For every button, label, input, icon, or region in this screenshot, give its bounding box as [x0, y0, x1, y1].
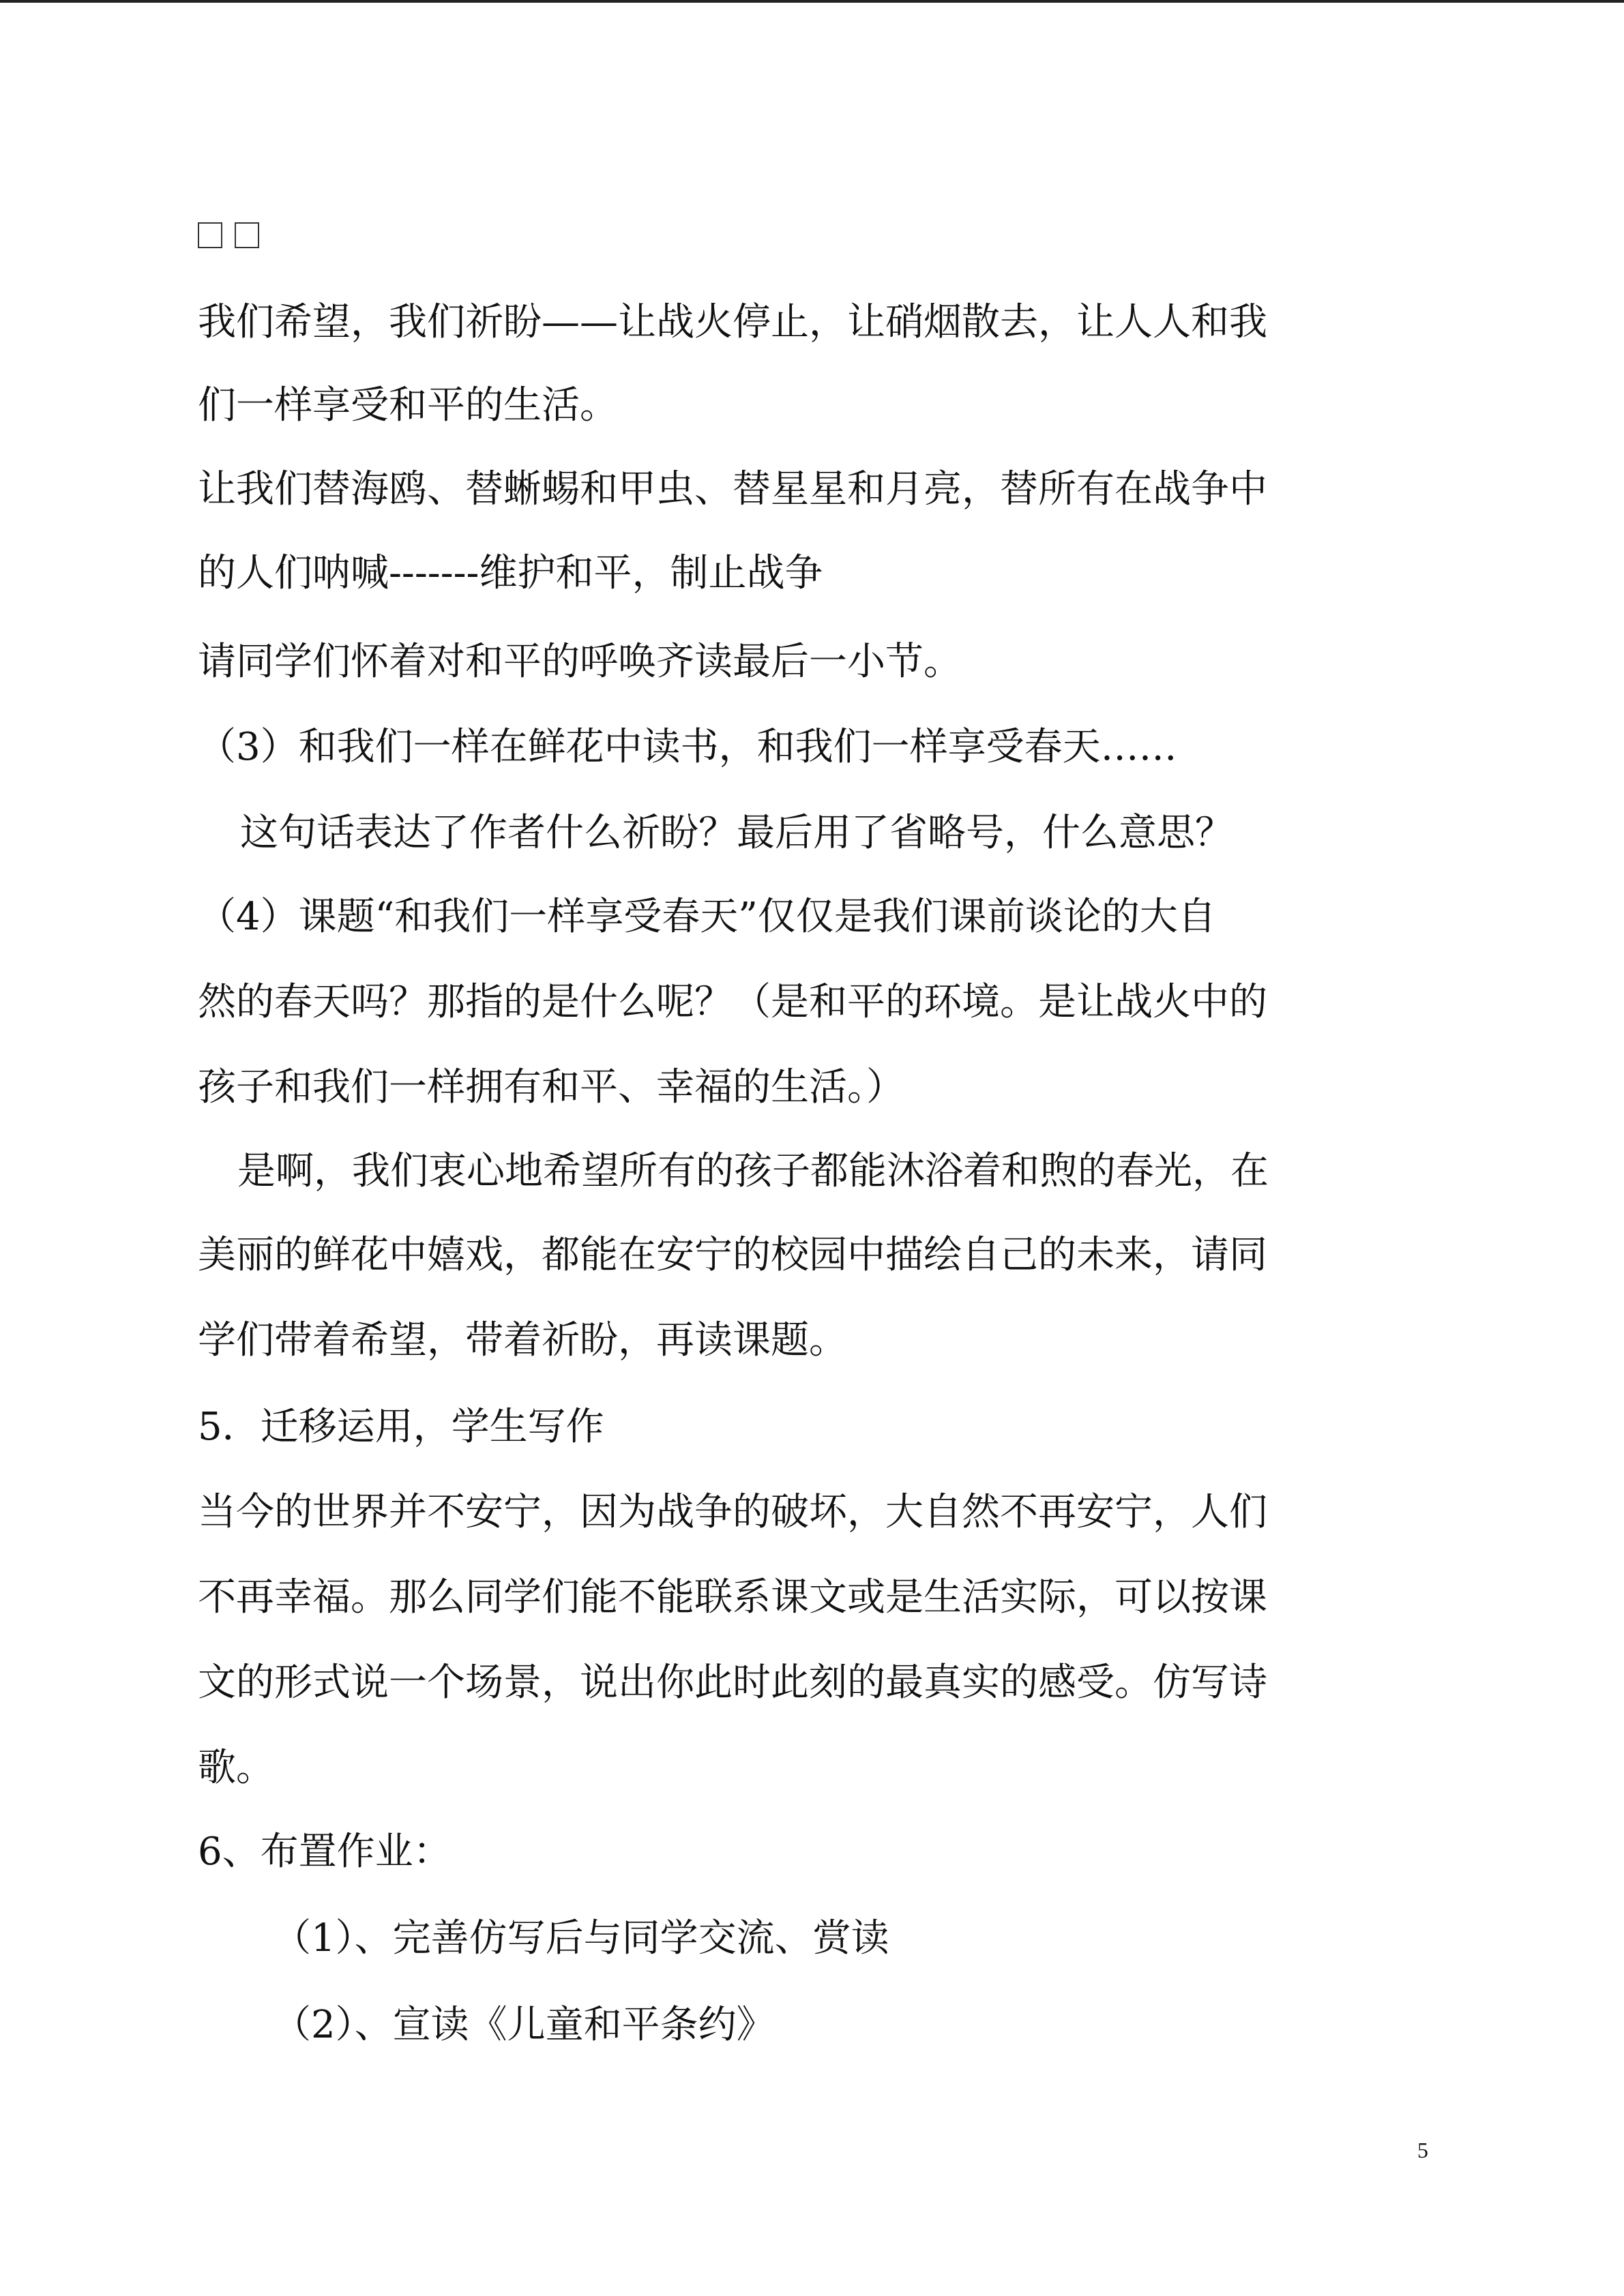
text-line: 让我们替海鸥、替蜥蜴和甲虫、替星星和月亮，替所有在战争中 — [198, 467, 1267, 511]
text-line: 5．迁移运用，学生写作 — [198, 1405, 604, 1449]
text-line: 我们希望，我们祈盼——让战火停止，让硝烟散去，让人人和我 — [198, 300, 1267, 344]
text-line: 孩子和我们一样拥有和平、幸福的生活。） — [198, 1065, 904, 1109]
text-line: 6、布置作业： — [198, 1830, 452, 1874]
text-line: 是啊，我们衷心地希望所有的孩子都能沐浴着和煦的春光，在 — [237, 1149, 1269, 1193]
text-line: （4）课题“和我们一样享受春天”仅仅是我们课前谈论的大自 — [198, 895, 1216, 939]
text-line: 然的春天吗？那指的是什么呢？（是和平的环境。是让战火中的 — [198, 980, 1267, 1024]
text-line: 不再幸福。那么同学们能不能联系课文或是生活实际，可以按课 — [198, 1575, 1267, 1620]
text-line: 的人们呐喊-------维护和平，制止战争 — [198, 551, 823, 595]
placeholder-boxes — [198, 222, 259, 252]
text-line: 当今的世界并不安宁，因为战争的破坏，大自然不再安宁，人们 — [198, 1490, 1267, 1534]
text-line: 们一样享受和平的生活。 — [198, 383, 618, 428]
top-border-line — [0, 0, 1624, 3]
text-line: 这句话表达了作者什么祈盼？最后用了省略号，什么意思？ — [240, 811, 1233, 855]
empty-box-icon — [198, 222, 222, 248]
text-line: 文的形式说一个场景，说出你此时此刻的最真实的感受。仿写诗 — [198, 1660, 1267, 1705]
empty-box-icon — [235, 222, 259, 248]
text-line: 学们带着希望，带着祈盼，再读课题。 — [198, 1318, 847, 1362]
text-line: 歌。 — [198, 1746, 274, 1790]
text-line: 请同学们怀着对和平的呼唤齐读最后一小节。 — [198, 640, 962, 684]
text-line: （1）、完善仿写后与同学交流、赏读 — [273, 1916, 889, 1960]
text-line: 美丽的鲜花中嬉戏，都能在安宁的校园中描绘自己的未来，请同 — [198, 1233, 1267, 1277]
text-line: （3）和我们一样在鲜花中读书，和我们一样享受春天…… — [198, 725, 1177, 769]
page-number: 5 — [1417, 2138, 1428, 2162]
text-line: （2）、宣读《儿童和平条约》 — [273, 2003, 775, 2047]
